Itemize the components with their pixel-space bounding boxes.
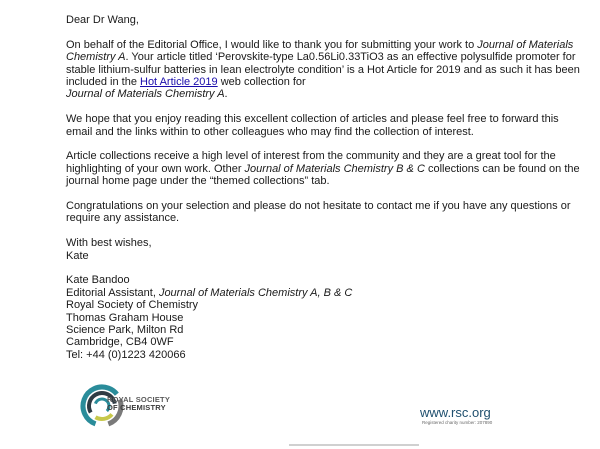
address-line-1: Thomas Graham House xyxy=(66,311,184,324)
signature-org: Royal Society of Chemistry xyxy=(66,299,199,312)
logo-line-2: OF CHEMISTRY xyxy=(107,403,166,412)
short-name: Kate xyxy=(66,249,89,262)
para3-text-1: Article collections receive a high level of interest from the community and they are a great tool for the highlighting of your own work. Other xyxy=(66,150,556,175)
closing-block xyxy=(66,237,586,262)
para1-text-2: . Your article titled ‘Perovskite-type La0.56Li0.33TiO3 as an effective polysulfide promoter for stable lithium-sulfur batteries in lean electrolyte condition’ is a Hot Article for 2019 and as such it has been included in the xyxy=(66,51,580,89)
hot-article-link[interactable]: Hot Article 2019 xyxy=(140,76,218,89)
signature-name: Kate Bandoo xyxy=(66,274,130,287)
para1-text-1: On behalf of the Editorial Office, I would like to thank you for submitting your work to xyxy=(66,38,478,51)
closing: With best wishes, xyxy=(66,237,152,250)
paragraph-enjoy: We hope that you enjoy reading this excellent collection of articles and please feel free to forward this email and the links within to other colleagues who may find the collection of interest. xyxy=(66,113,559,138)
journal-name: Journal of Materials Chemistry A xyxy=(66,38,574,64)
paragraph-collections xyxy=(66,150,586,187)
charity-number: Registered charity number: 207890 xyxy=(422,420,493,425)
divider xyxy=(289,444,419,446)
paragraph-thanks xyxy=(66,39,586,101)
role-journal: Journal of Materials Chemistry A, B & C xyxy=(158,286,353,299)
journal-bc-name: Journal of Materials Chemistry B & C xyxy=(244,162,425,175)
greeting: Dear Dr Wang, xyxy=(66,14,139,26)
telephone: Tel: +44 (0)1223 420066 xyxy=(66,348,186,361)
journal-name-2: Journal of Materials Chemistry A xyxy=(66,88,225,101)
email-body xyxy=(66,14,586,361)
para1-text-4: . xyxy=(224,88,228,101)
address-line-3: Cambridge, CB4 0WF xyxy=(66,336,174,349)
para3-text-2: collections can be found on the journal home page under the “themed collections” tab. xyxy=(66,162,580,188)
logo-wordmark xyxy=(107,396,170,412)
logo-line-1: ROYAL SOCIETY xyxy=(107,395,171,404)
address-line-2: Science Park, Milton Rd xyxy=(66,324,184,337)
para1-text-3: web collection for xyxy=(217,76,306,89)
signature-block xyxy=(66,274,586,361)
paragraph-congrats: Congratulations on your selection and please do not hesitate to contact me if you have any questions or require any assistance. xyxy=(66,200,571,225)
website-link[interactable]: www.rsc.org xyxy=(420,405,491,420)
role-text: Editorial Assistant, xyxy=(66,286,159,299)
signature-role xyxy=(66,287,352,299)
